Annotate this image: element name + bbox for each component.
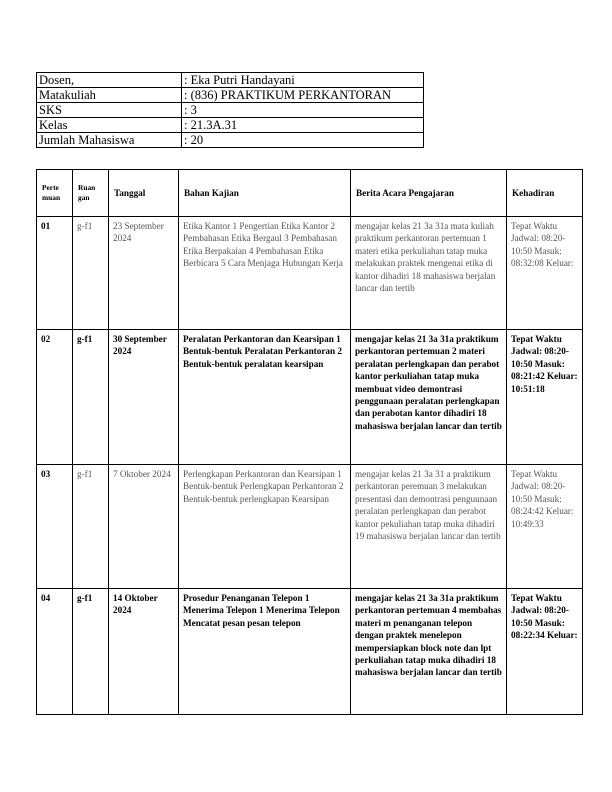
bahan-cell: Etika Kantor 1 Pengertian Etika Kantor 2 Pembahasan Etika Bergaul 3 Pembahasan Etika Berpakaian 4 Pembahasan Etika Berbicara 5 Cara Menjaga Hubungan Kerja	[179, 217, 351, 330]
info-row-dosen	[37, 73, 424, 88]
bahan-cell: Peralatan Perkantoran dan Kearsipan 1 Bentuk-bentuk Peralatan Perkantoran 2 Bentuk-bentuk peralatan kearsipan	[179, 330, 351, 465]
bahan-cell: Prosedur Penanganan Telepon 1 Menerima Telepon 1 Menerima Telepon Mencatat pesan pesan telepon	[179, 589, 351, 715]
header-berita-acara: Berita Acara Pengajaran	[351, 170, 507, 217]
info-label: SKS	[37, 103, 182, 118]
kehadiran-cell: Tepat Waktu Jadwal: 08:20-10:50 Masuk: 08:22:34 Keluar:	[507, 589, 583, 715]
table-row	[37, 330, 583, 465]
kehadiran-cell: Tepat Waktu Jadwal: 08:20-10:50 Masuk: 08:32:08 Keluar:	[507, 217, 583, 330]
kehadiran-cell: Tepat Waktu Jadwal: 08:20-10:50 Masuk: 08:24:42 Keluar: 10:49:33	[507, 465, 583, 589]
course-info-table	[36, 72, 424, 148]
table-header-row	[37, 170, 583, 217]
info-label: Dosen,	[37, 73, 182, 88]
tanggal-cell: 7 Oktober 2024	[109, 465, 179, 589]
kehadiran-cell: Tepat Waktu Jadwal: 08:20-10:50 Masuk: 08:21:42 Keluar: 10:51:18	[507, 330, 583, 465]
pertemuan-cell: 03	[37, 465, 73, 589]
table-row	[37, 589, 583, 715]
berita-cell: mengajar kelas 21 3a 31 a praktikum perkantoran peremuan 3 melakukan presentasi dan demontrasi penguunaan peralatan perlengkapan dan perabot kantor pekuliahan tatap muka dihadiri 19 mahasiswa berjalan lancar dan tertib	[351, 465, 507, 589]
berita-cell: mengajar kelas 21 3a 31a mata kuliah praktikum perkantoran pertemuan 1 materi etika perkuliahan tatap muka melakukan praktek mengenai etika di kantor dihadiri 18 mahasiswa berjalan lancar dan tertib	[351, 217, 507, 330]
pertemuan-cell: 04	[37, 589, 73, 715]
info-row-matakuliah	[37, 88, 424, 103]
table-row	[37, 217, 583, 330]
info-value: : (836) PRAKTIKUM PERKANTORAN	[182, 88, 424, 103]
ruangan-cell: g-f1	[73, 330, 109, 465]
info-value: : 20	[182, 133, 424, 148]
bahan-cell: Perlengkapan Perkantoran dan Kearsipan 1 Bentuk-bentuk Perlengkapan Perkantoran 2 Bentuk-bentuk perlengkapan Kearsipan	[179, 465, 351, 589]
teaching-log-table	[36, 169, 583, 715]
berita-cell: mengajar kelas 21 3a 31a praktikum perkantoran pertemuan 2 materi peralatan perlengkapan dan perabot kantor perkuliahan tatap muka membuat video demontrasi penggunaan peralatan perlengkapan dan perabotan kantor dihadiri 18 mahasiswa berjalan lancar dan tertib	[351, 330, 507, 465]
ruangan-cell: g-f1	[73, 217, 109, 330]
tanggal-cell: 14 Oktober 2024	[109, 589, 179, 715]
info-value: : Eka Putri Handayani	[182, 73, 424, 88]
info-label: Kelas	[37, 118, 182, 133]
header-tanggal: Tanggal	[109, 170, 179, 217]
info-value: : 3	[182, 103, 424, 118]
ruangan-cell: g-f1	[73, 589, 109, 715]
info-value: : 21.3A.31	[182, 118, 424, 133]
table-row	[37, 465, 583, 589]
header-bahan-kajian: Bahan Kajian	[179, 170, 351, 217]
header-ruangan: Ruan gan	[73, 170, 109, 217]
header-pertemuan: Perte muan	[37, 170, 73, 217]
tanggal-cell: 23 September 2024	[109, 217, 179, 330]
pertemuan-cell: 01	[37, 217, 73, 330]
pertemuan-cell: 02	[37, 330, 73, 465]
info-label: Jumlah Mahasiswa	[37, 133, 182, 148]
ruangan-cell: g-f1	[73, 465, 109, 589]
info-row-kelas	[37, 118, 424, 133]
info-row-sks	[37, 103, 424, 118]
info-label: Matakuliah	[37, 88, 182, 103]
berita-cell: mengajar kelas 21 3a 31a praktikum perkantoran pertemuan 4 membahas materi m penanganan telepon dengan praktek menelepon mempersiapkan block note dan lpt perkuliahan tatap muka dihadiri 18 mahasiswa berjalan lancar dan tertib	[351, 589, 507, 715]
tanggal-cell: 30 September 2024	[109, 330, 179, 465]
info-row-jumlah	[37, 133, 424, 148]
header-kehadiran: Kehadiran	[507, 170, 583, 217]
